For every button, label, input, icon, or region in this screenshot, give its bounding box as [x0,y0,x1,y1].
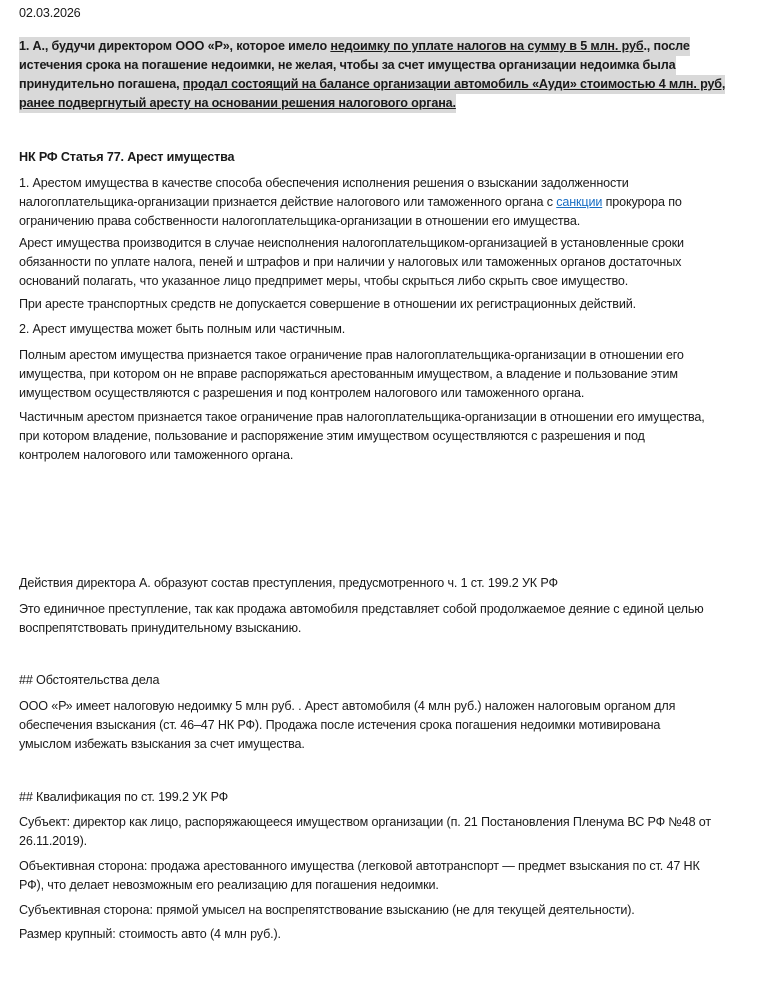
article-p5-line: имущества, при котором он не вправе распоряжаться арестованным имуществом, а владение и пользование этим [19,367,678,381]
answer-single-line: Это единичное преступление, так как продажа автомобиля представляет собой продолжаемое деяние с единой целью [19,602,704,616]
circumstances-line: умыслом избежать взыскания за счет имущества. [19,737,305,751]
task-underlined-sale: продал состоящий на балансе организации автомобиль «Ауди» стоимостью 4 млн. руб, [182,77,726,91]
article-p1-line [19,193,682,212]
task-text: принудительно погашена, [19,77,183,91]
article-p2-line: обязанности по уплате налога, пеней и штрафов и при наличии у налоговых или таможенных органов достаточных [19,255,682,269]
subject-line: Субъект: директор как лицо, распоряжающееся имуществом организации (п. 21 Постановления Пленума ВС РФ №48 от [19,815,712,829]
objective-line: РФ), что делает невозможным его реализацию для погашения недоимки. [19,878,439,892]
article-text: прокурора по [602,195,682,209]
subject-line: 26.11.2019). [19,834,87,848]
article-p5-line: Полным арестом имущества признается такое ограничение прав налогоплательщика-организации в отношении его [19,348,684,362]
heading-circumstances: ## Обстоятельства дела [19,673,160,687]
heading-qualification: ## Квалификация по ст. 199.2 УК РФ [19,790,229,804]
task-underlined-arrest: ранее подвергнутый аресту на основании решения налогового органа. [19,96,456,110]
article-title: НК РФ Статья 77. Арест имущества [19,150,235,164]
circumstances-line: обеспечения взыскания (ст. 46–47 НК РФ). Продажа после истечения срока погашения недоимки мотивирована [19,718,661,732]
article-p3: При аресте транспортных средств не допускается совершение в отношении их регистрационных действий. [19,297,636,311]
task-text: истечения срока на погашение недоимки, не желая, чтобы за счет имущества организации недоимка была [19,58,676,72]
article-p1-line: ограничению права собственности налогоплательщика-организации в отношении его имущества. [19,214,581,228]
document-date: 02.03.2026 [19,6,81,20]
answer-conclusion: Действия директора А. образуют состав преступления, предусмотренного ч. 1 ст. 199.2 УК РФ [19,576,558,590]
article-p6-line: Частичным арестом признается такое ограничение прав налогоплательщика-организации в отношении его имущества, [19,410,705,424]
article-p2-line: оснований полагать, что указанное лицо предпримет меры, чтобы скрыться либо скрыть свое имущество. [19,274,629,288]
task-underlined-debt: недоимку по уплате налогов на сумму в 5 млн. руб [330,39,644,53]
article-p6-line: при котором владение, пользование и распоряжение этим имуществом осуществляются с разрешения и под [19,429,645,443]
circumstances-line: ООО «Р» имеет налоговую недоимку 5 млн руб. . Арест автомобиля (4 млн руб.) наложен налоговым органом для [19,699,676,713]
article-p6-line: контролем налогового или таможенного органа. [19,448,294,462]
objective-line: Объективная сторона: продажа арестованного имущества (легковой автотранспорт — предмет взыскания по ст. 47 НК [19,859,700,873]
task-line-3 [19,75,725,94]
size-line: Размер крупный: стоимость авто (4 млн руб.). [19,927,281,941]
article-p4: 2. Арест имущества может быть полным или частичным. [19,322,346,336]
task-line-4 [19,94,456,113]
subjective-side: Субъективная сторона: прямой умысел на воспрепятствование взысканию (не для текущей деятельности). [19,903,635,917]
answer-single-line: воспрепятствовать принудительному взысканию. [19,621,302,635]
task-text: ., после [643,39,690,53]
article-text: налогоплательщика-организации признается действие налогового или таможенного органа с [19,195,557,209]
task-text: 1. А., будучи директором ООО «Р», которое имело [19,39,331,53]
sanction-link[interactable]: санкции [556,195,603,209]
article-p1-line: 1. Арестом имущества в качестве способа обеспечения исполнения решения о взыскании задолженности [19,176,629,190]
article-p2-line: Арест имущества производится в случае неисполнения налогоплательщиком-организацией в установленные сроки [19,236,684,250]
task-line-1 [19,37,690,56]
article-p5-line: имуществом осуществляются с разрешения и под контролем налогового или таможенного органа. [19,386,585,400]
task-line-2 [19,56,676,75]
